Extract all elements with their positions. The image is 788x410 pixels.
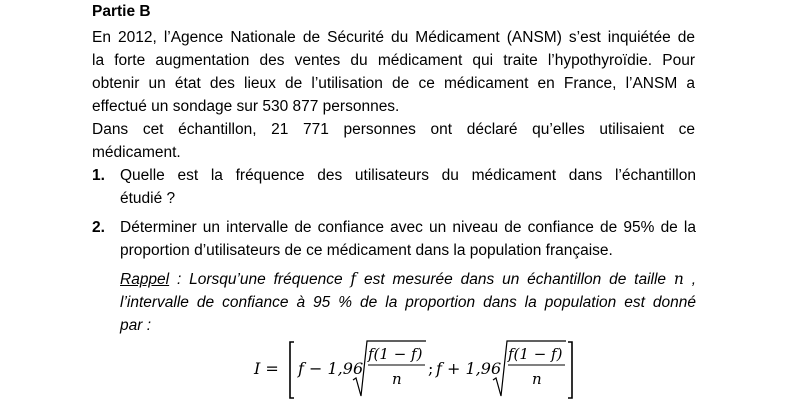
numerator-2: f(1 − f) — [508, 345, 563, 363]
rappel-text: : Lorsqu’une fréquence — [169, 271, 351, 288]
question-2-number: 2. — [92, 219, 105, 236]
question-2-text — [120, 216, 696, 262]
sample-line: Dans cet échantillon, 21 771 personnes ont déclaré qu’elles utilisaient ce — [92, 121, 695, 138]
numerator-1: f(1 − f) — [368, 345, 423, 363]
rappel-text: , — [683, 271, 696, 288]
question-line: proportion d’utilisateurs de ce médicament dans la population française. — [120, 242, 613, 259]
intro-line: la forte augmentation des ventes du médicament qui traite l’hypothyroïdie. Pour — [92, 52, 695, 69]
formula-right-term: f + 1,96 — [436, 359, 502, 378]
denominator-2: n — [532, 370, 542, 388]
question-line: étudié ? — [120, 190, 176, 207]
formula-separator: ; — [428, 359, 434, 378]
formula-left-term: f − 1,96 — [298, 359, 364, 378]
rappel-text: est mesurée dans un échantillon de taille — [356, 271, 674, 288]
rappel-note — [120, 268, 696, 337]
rappel-line-1 — [120, 268, 696, 291]
rappel-line-3: par : — [120, 317, 152, 334]
sample-line: médicament. — [92, 144, 181, 161]
var-f: f — [350, 270, 357, 288]
rappel-label: Rappel — [120, 271, 170, 288]
confidence-interval-formula — [250, 338, 590, 402]
question-line: Quelle est la fréquence des utilisateurs du médicament dans l’échantillon — [120, 167, 696, 184]
question-line: Déterminer un intervalle de confiance avec un niveau de confiance de 95% de la — [120, 219, 696, 236]
sample-paragraph — [92, 118, 695, 164]
intro-paragraph — [92, 26, 695, 118]
formula-lhs: I = — [254, 359, 279, 378]
section-title: Partie B — [92, 3, 151, 20]
denominator-1: n — [392, 370, 402, 388]
rappel-line-2: l’intervalle de confiance à 95 % de la proportion dans la population est donné — [120, 294, 696, 311]
left-bracket — [290, 342, 294, 398]
right-bracket — [568, 342, 572, 398]
question-1-number: 1. — [92, 167, 105, 184]
intro-line: obtenir un état des lieux de l’utilisation de ce médicament en France, l’ANSM a — [92, 75, 695, 92]
intro-line: En 2012, l’Agence Nationale de Sécurité du Médicament (ANSM) s’est inquiétée de — [92, 29, 695, 46]
var-n: n — [673, 270, 684, 288]
intro-line: effectué un sondage sur 530 877 personnes. — [92, 98, 400, 115]
question-1-text — [120, 164, 696, 210]
